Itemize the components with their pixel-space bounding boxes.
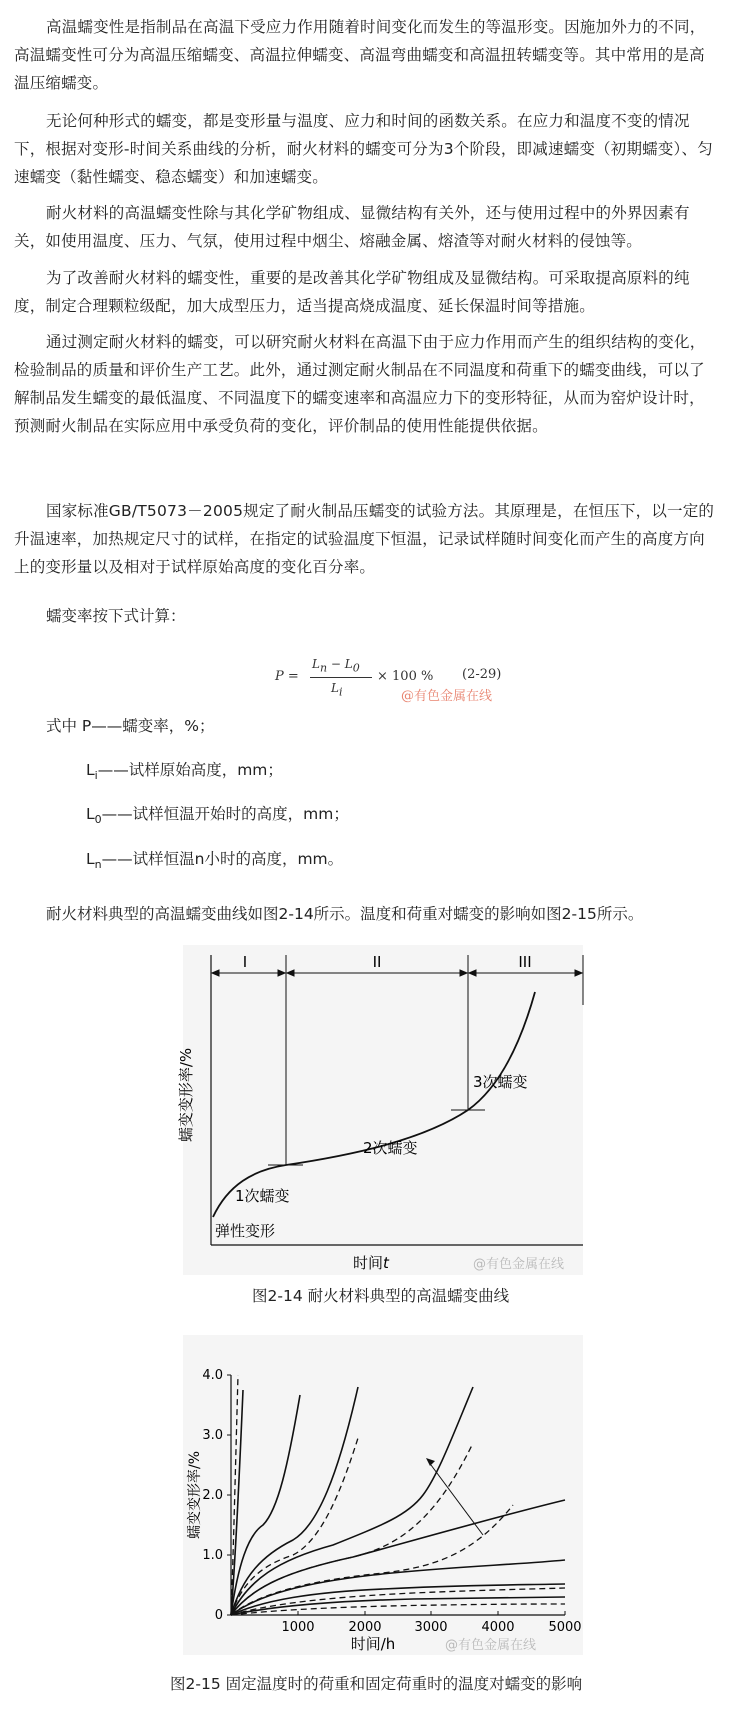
y-tick-3: 3.0 [202, 1428, 223, 1443]
x-axis-label: 时间/h [350, 1635, 396, 1653]
stage-label-1: I [242, 953, 248, 971]
formula-times: × 100 % [377, 669, 434, 684]
stage-label-2: II [372, 953, 382, 971]
caption-fig15: 图2-15 固定温度时的荷重和固定荷重时的温度对蠕变的影响 [170, 1675, 583, 1693]
label-secondary-creep: 2次蠕变 [363, 1139, 418, 1157]
paragraph-5: 通过测定耐火材料的蠕变，可以研究耐火材料在高温下由于应力作用而产生的组织结构的变化，检验制品的质量和评价生产工艺。此外，通过测定耐火制品在不同温度和荷重下的蠕变曲线，可以了解制品发生蠕变的最低温度、不同温度下的蠕变速率和高温应力下的变形特征，从而为窑炉设计时，预测耐火制品在实际应用中承受负荷的变化，评价制品的使用性能提供依据。 [14, 333, 706, 435]
paragraph-1: 高温蠕变性是指制品在高温下受应力作用随着时间变化而发生的等温形变。因施加外力的不同，高温蠕变性可分为高温压缩蠕变、高温拉伸蠕变、高温弯曲蠕变和高温扭转蠕变等。其中常用的是高温压缩蠕变。 [14, 18, 706, 92]
label-elastic: 弹性变形 [215, 1222, 276, 1240]
x-tick-1000: 1000 [281, 1620, 315, 1635]
x-tick-4000: 4000 [481, 1620, 515, 1635]
figure-2-14 [177, 945, 583, 1275]
watermark-fig15: @有色金属在线 [445, 1638, 537, 1653]
y-tick-4: 4.0 [202, 1368, 223, 1383]
definitions-intro: 式中 P——蠕变率，%； [46, 717, 215, 735]
caption-fig14: 图2-14 耐火材料典型的高温蠕变曲线 [252, 1287, 510, 1305]
y-tick-2: 2.0 [202, 1488, 223, 1503]
paragraph-4: 为了改善耐火材料的蠕变性，重要的是改善其化学矿物组成及显微结构。可采取提高原料的纯度，制定合理颗粒级配，加大成型压力，适当提高烧成温度、延长保温时间等措施。 [14, 269, 690, 315]
formula-intro: 蠕变率按下式计算： [46, 607, 186, 625]
figure-reference: 耐火材料典型的高温蠕变曲线如图2-14所示。温度和荷重对蠕变的影响如图2-15所示。 [46, 905, 644, 923]
label-primary-creep: 1次蠕变 [235, 1187, 290, 1205]
watermark-fig14: @有色金属在线 [473, 1257, 565, 1272]
y-tick-0: 0 [214, 1608, 223, 1623]
fraction-bar [310, 677, 372, 678]
definition-li: $L_i——$试样原始高度，mm； [86, 761, 283, 783]
paragraph-3: 耐火材料的高温蠕变性除与其化学矿物组成、显微结构有关外，还与使用过程中的外界因素有关，如使用温度、压力、气氛，使用过程中烟尘、熔融金属、熔渣等对耐火材料的侵蚀等。 [14, 204, 690, 250]
y-axis-label: 蠕变变形率/% [187, 1450, 203, 1540]
formula-numerator: $L_n - L_0$ [312, 657, 360, 675]
y-axis-label: 蠕变变形率/% [177, 1047, 195, 1143]
y-tick-1: 1.0 [202, 1548, 223, 1563]
formula-number: (2-29) [462, 667, 502, 682]
definition-ln: $L_n——$试样恒温n小时的高度，mm。 [86, 850, 344, 872]
stage-label-3: III [518, 953, 532, 971]
formula-lhs: P = [275, 669, 299, 684]
x-tick-2000: 2000 [348, 1620, 382, 1635]
paragraph-2: 无论何种形式的蠕变，都是变形量与温度、应力和时间的函数关系。在应力和温度不变的情况下，根据对变形-时间关系曲线的分析，耐火材料的蠕变可分为3个阶段，即减速蠕变（初期蠕变）、匀速蠕变（黏性蠕变、稳态蠕变）和加速蠕变。 [14, 112, 713, 186]
x-tick-3000: 3000 [414, 1620, 448, 1635]
figure-2-15 [183, 1335, 583, 1655]
label-tertiary-creep: 3次蠕变 [473, 1073, 528, 1091]
x-axis-label: 时间t [353, 1254, 389, 1272]
definition-l0: $L_0——$试样恒温开始时的高度，mm； [86, 805, 349, 827]
formula-denominator: $L_i$ [331, 681, 343, 699]
formula-2-29 [275, 655, 535, 705]
x-tick-5000: 5000 [548, 1620, 582, 1635]
paragraph-6: 国家标准GB/T5073－2005规定了耐火制品压蠕变的试验方法。其原理是，在恒压下，以一定的升温速率，加热规定尺寸的试样，在指定的试验温度下恒温，记录试样随时间变化而产生的高度方向上的变形量以及相对于试样原始高度的变化百分率。 [14, 502, 715, 576]
watermark: @有色金属在线 [401, 689, 493, 704]
